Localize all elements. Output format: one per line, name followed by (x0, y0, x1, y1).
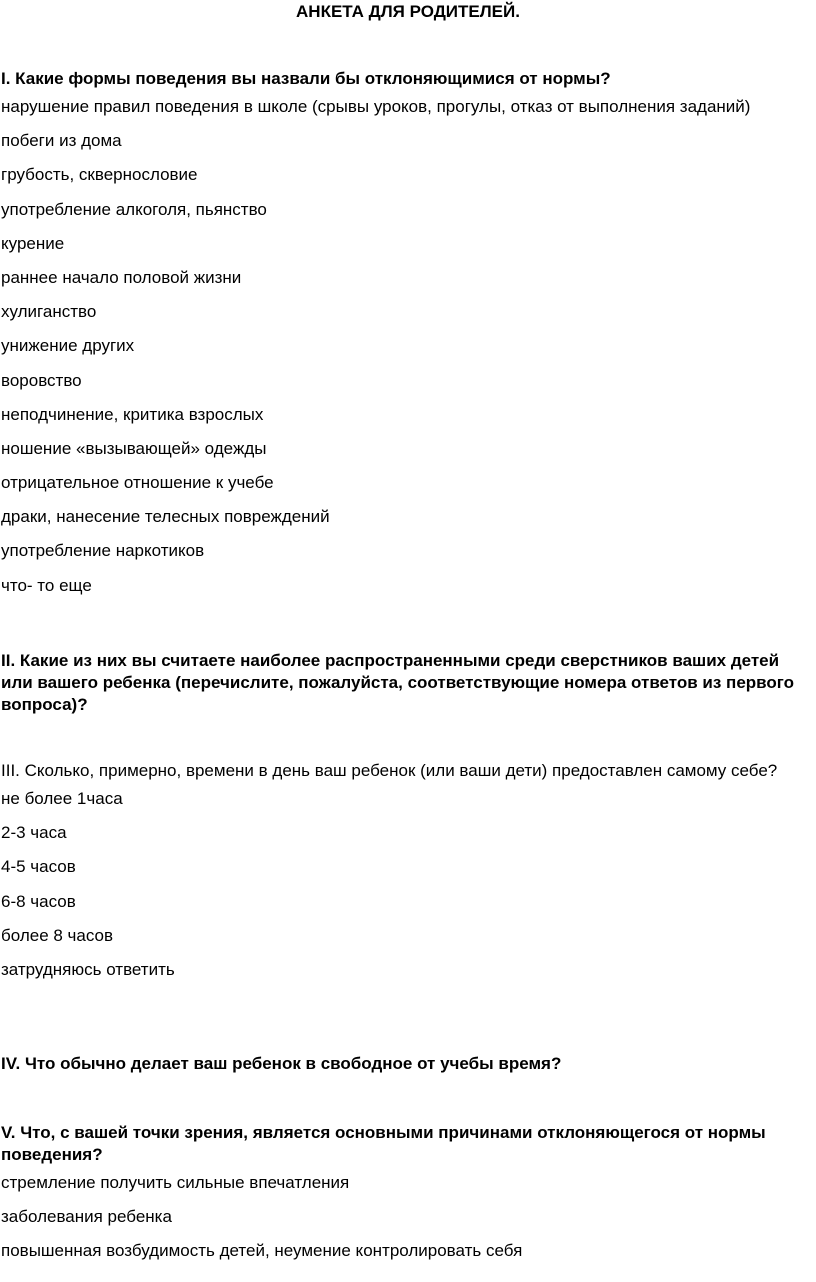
question-5-options (1, 1172, 811, 1275)
question-4-section (1, 1053, 811, 1075)
answer-option: затрудняюсь ответить (1, 959, 175, 979)
answer-option: отрицательное отношение к учебе (1, 473, 274, 493)
answer-option: употребление наркотиков (1, 541, 205, 561)
answer-option: употребление алкоголя, пьянство (1, 199, 267, 219)
document-title: АНКЕТА ДЛЯ РОДИТЕЛЕЙ. (296, 2, 520, 21)
answer-option: курение (1, 233, 65, 253)
answer-option: раннее начало половой жизни (1, 267, 242, 287)
answer-option: нарушение правил поведения в школе (срывы уроков, прогулы, отказ от выполнения заданий) (1, 97, 751, 116)
question-2-text: II. Какие из них вы считаете наиболее распространенными среди сверстников ваших детей или вашего ребенка (перечислите, пожалуйста, соответствующие номера ответов из первого вопроса)? (1, 651, 795, 714)
answer-option: неподчинение, критика взрослых (1, 404, 264, 424)
question-4-text: IV. Что обычно делает ваш ребенок в свободное от учебы время? (1, 1054, 562, 1073)
answer-option: драки, нанесение телесных повреждений (1, 507, 330, 527)
answer-option: воровство (1, 370, 82, 390)
answer-option: стремление получить сильные впечатления (1, 1173, 350, 1192)
question-1-options (1, 96, 811, 609)
answer-option: грубость, сквернословие (1, 165, 198, 185)
answer-option: 4-5 часов (1, 857, 76, 877)
answer-option: побеги из дома (1, 131, 122, 151)
answer-option: ношение «вызывающей» одежды (1, 438, 267, 458)
answer-option: 6-8 часов (1, 891, 76, 911)
answer-option: заболевания ребенка (1, 1207, 172, 1227)
answer-option: что- то еще (1, 575, 92, 595)
answer-option: более 8 часов (1, 925, 114, 945)
question-3-text: III. Сколько, примерно, времени в день ваш ребенок (или ваши дети) предоставлен самому себе? (1, 761, 778, 780)
question-2-section (1, 650, 811, 716)
question-3-section (1, 760, 811, 993)
answer-option: хулиганство (1, 302, 97, 322)
question-3-options (1, 788, 811, 993)
question-1-section (1, 68, 811, 609)
question-1-text: I. Какие формы поведения вы назвали бы отклоняющимися от нормы? (1, 69, 611, 88)
question-5-text: V. Что, с вашей точки зрения, является основными причинами отклоняющегося от нормы поведения? (1, 1123, 766, 1164)
question-5-section (1, 1122, 811, 1275)
answer-option: унижение других (1, 336, 135, 356)
answer-option: не более 1часа (1, 789, 123, 808)
answer-option: повышенная возбудимость детей, неумение контролировать себя (1, 1241, 523, 1261)
answer-option: 2-3 часа (1, 823, 67, 843)
